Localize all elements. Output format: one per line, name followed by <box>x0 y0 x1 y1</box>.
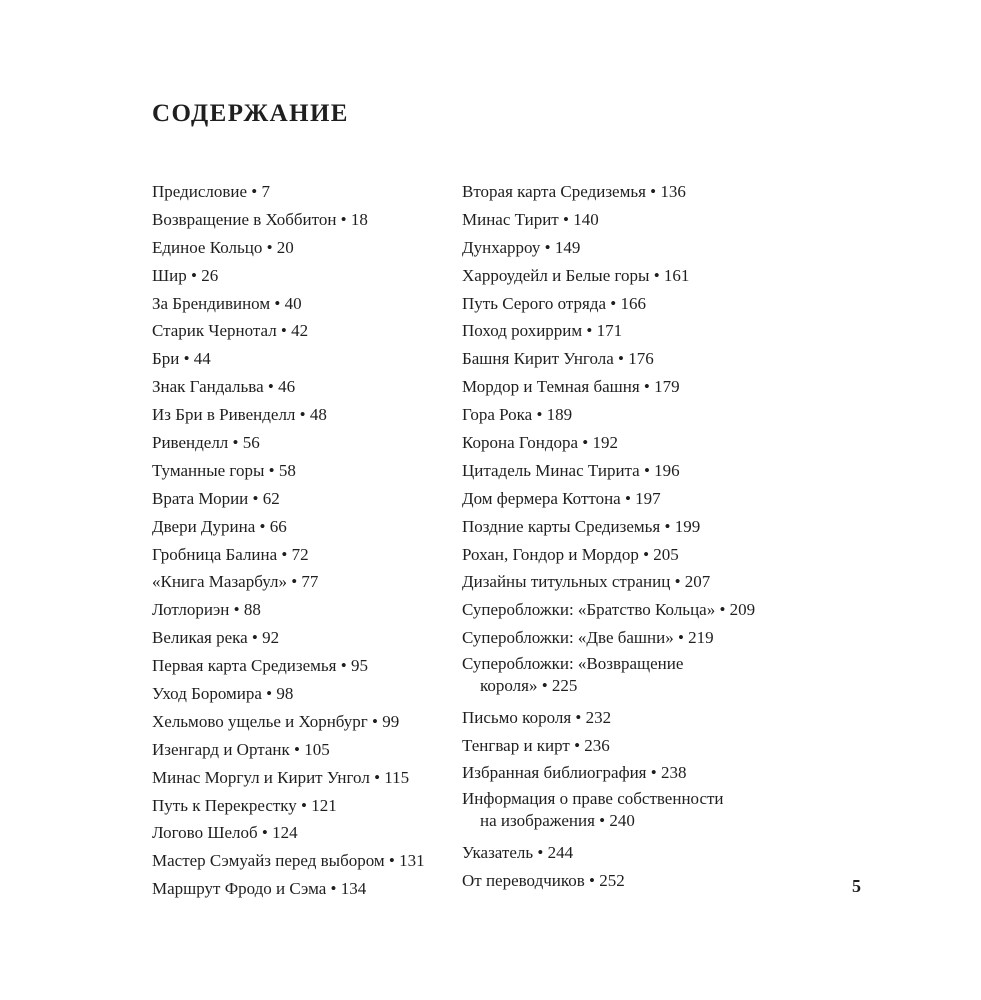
toc-entry: Шир • 26 <box>152 265 219 285</box>
toc-entry: Старик Чернотал • 42 <box>152 321 309 341</box>
toc-entry: Минас Тирит • 140 <box>462 209 599 229</box>
toc-entry: Вторая карта Средиземья • 136 <box>462 182 686 201</box>
toc-entry: Избранная библиография • 238 <box>462 763 687 783</box>
toc-entry: За Брендивином • 40 <box>152 293 302 313</box>
toc-entry: Рохан, Гондор и Мордор • 205 <box>462 544 679 564</box>
toc-entry: Гора Рока • 189 <box>462 405 573 425</box>
toc-entry: Уход Боромира • 98 <box>152 684 294 704</box>
toc-entry: Мордор и Темная башня • 179 <box>462 377 680 397</box>
toc-entry: Врата Мории • 62 <box>152 488 280 508</box>
toc-entry: Мастер Сэмуайз перед выбором • 131 <box>152 851 425 871</box>
toc-entry <box>462 788 755 840</box>
toc-entry: Бри • 44 <box>152 349 211 369</box>
toc-entry: Корона Гондора • 192 <box>462 433 618 453</box>
toc-entry: Дунхарроу • 149 <box>462 237 581 257</box>
toc-entry: Письмо короля • 232 <box>462 707 612 727</box>
toc-entry: Двери Дурина • 66 <box>152 516 287 536</box>
toc-entry: Лотлориэн • 88 <box>152 600 261 620</box>
toc-entry: «Книга Мазарбул» • 77 <box>152 572 319 592</box>
toc-entry: Башня Кирит Унгола • 176 <box>462 349 654 369</box>
toc-entry: Знак Гандальва • 46 <box>152 377 296 397</box>
toc-entry: Поздние карты Средиземья • 199 <box>462 516 701 536</box>
toc-entry: Суперобложки: «Две башни» • 219 <box>462 628 714 648</box>
page-number: 5 <box>852 876 861 896</box>
toc-entry: Из Бри в Ривенделл • 48 <box>152 405 327 425</box>
toc-entry: Минас Моргул и Кирит Унгол • 115 <box>152 767 410 787</box>
toc-entry: Харроудейл и Белые горы • 161 <box>462 265 690 285</box>
toc-entry: Путь Серого отряда • 166 <box>462 293 646 313</box>
toc-entry: Логово Шелоб • 124 <box>152 823 298 843</box>
toc-entry: Маршрут Фродо и Сэма • 134 <box>152 879 367 899</box>
toc-entry: Путь к Перекрестку • 121 <box>152 795 337 815</box>
toc-entry: Дизайны титульных страниц • 207 <box>462 572 711 592</box>
toc-entry: Цитадель Минас Тирита • 196 <box>462 460 680 480</box>
toc-entry: Изенгард и Ортанк • 105 <box>152 739 330 759</box>
toc-entry: Суперобложки: «Братство Кольца» • 209 <box>462 600 756 620</box>
toc-entry-line: Суперобложки: «Возвращение <box>462 654 684 674</box>
toc-right-column <box>462 179 755 896</box>
toc-entry: Предисловие • 7 <box>152 182 270 201</box>
toc-left-column <box>152 179 425 904</box>
toc-entry: От переводчиков • 252 <box>462 870 625 890</box>
toc-entry: Указатель • 244 <box>462 842 574 862</box>
toc-entry <box>462 653 755 705</box>
toc-entry: Гробница Балина • 72 <box>152 544 309 564</box>
toc-entry-continuation: на изображения • 240 <box>480 811 635 831</box>
toc-entry: Тенгвар и кирт • 236 <box>462 735 610 755</box>
toc-entry: Хельмово ущелье и Хорнбург • 99 <box>152 711 400 731</box>
toc-entry: Первая карта Средиземья • 95 <box>152 656 368 676</box>
toc-entry: Единое Кольцо • 20 <box>152 237 294 257</box>
toc-entry-line: Информация о праве собственности <box>462 789 724 809</box>
toc-entry: Ривенделл • 56 <box>152 433 260 453</box>
toc-entry: Великая река • 92 <box>152 628 280 648</box>
toc-entry: Туманные горы • 58 <box>152 460 296 480</box>
page-title: СОДЕРЖАНИЕ <box>152 100 349 127</box>
toc-entry-continuation: короля» • 225 <box>480 676 578 696</box>
toc-entry: Дом фермера Коттона • 197 <box>462 488 661 508</box>
toc-entry: Поход рохиррим • 171 <box>462 321 623 341</box>
toc-entry: Возвращение в Хоббитон • 18 <box>152 209 368 229</box>
